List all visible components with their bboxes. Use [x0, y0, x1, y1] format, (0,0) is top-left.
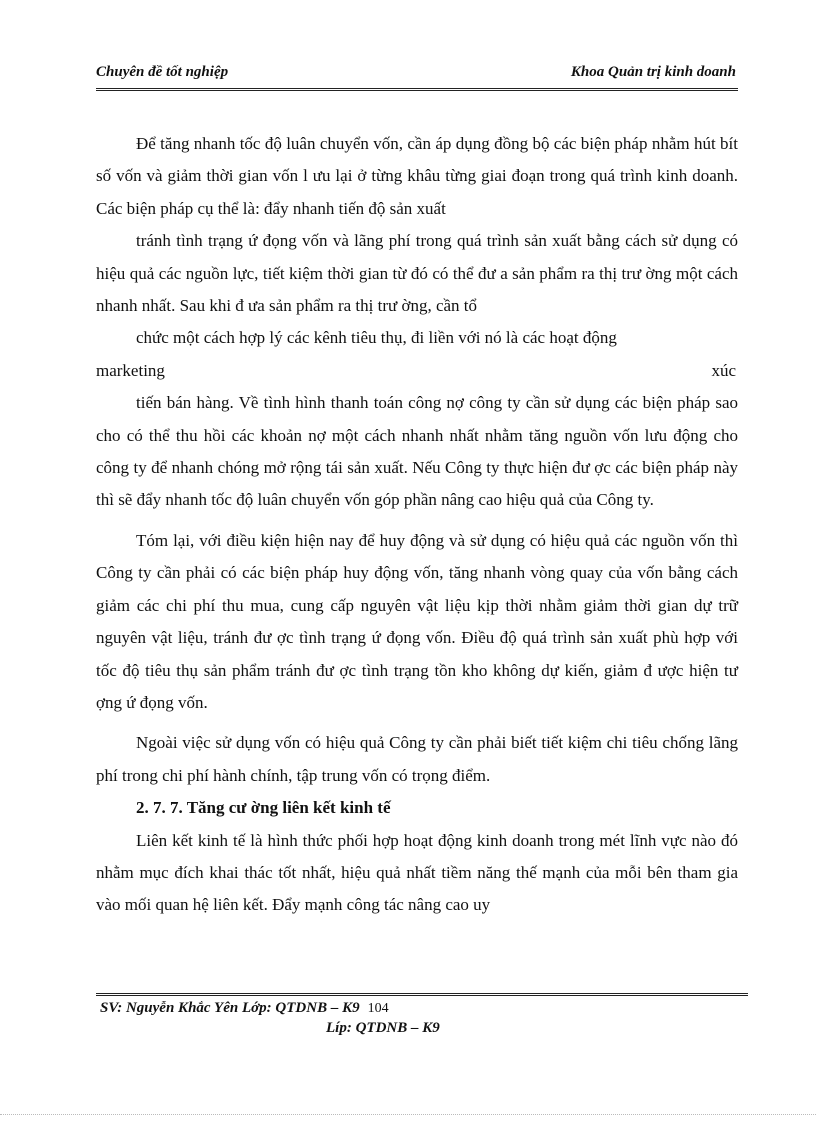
- document-body: [96, 128, 738, 922]
- word-xuc: xúc: [711, 360, 736, 380]
- section-heading: 2. 7. 7. Tăng cư ờng liên kết kinh tế: [136, 798, 391, 818]
- paragraph-5: Tóm lại, với điều kiện hiện nay để huy động và sử dụng có hiệu quả các nguồn vốn thì Công ty cần phải có các biện pháp huy động vốn, tăng nhanh vòng quay của vốn bằng cách giảm các chi phí thu mua, cung cấp nguyên vật liệu kịp thời nhằm giảm thời gian dự trữ nguyên vật liệu, tránh đư ợc tình trạng ứ đọng vốn. Điều độ quá trình sản xuất phù hợp với tốc độ tiêu thụ sản phẩm tránh đư ợc tình trạng tồn kho không dự kiến, giảm đ ược hiện tư ợng ứ đọng vốn.: [96, 530, 738, 712]
- paragraph-6: Ngoài việc sử dụng vốn có hiệu quả Công ty cần phải biết tiết kiệm chi tiêu chống lãng phí trong chi phí hành chính, tập trung vốn có trọng điểm.: [96, 733, 738, 785]
- paragraph-3-tail: [96, 355, 738, 387]
- page-header: [96, 62, 736, 84]
- paragraph-7: Liên kết kinh tế là hình thức phối hợp hoạt động kinh doanh trong mét lĩnh vực nào đó nhằm mục đích khai thác tốt nhất, hiệu quả nhất tiềm năng thế mạnh của mỗi bên tham gia vào mối quan hệ liên kết. Đẩy mạnh công tác nâng cao uy: [96, 830, 738, 915]
- footer-line-1: [100, 1000, 389, 1017]
- footer-line-2: Líp: QTDNB – K9: [326, 1020, 440, 1036]
- header-rule: [96, 88, 738, 91]
- footer-rule: [96, 993, 748, 996]
- footer-student: SV: Nguyễn Khắc Yên Lớp: QTDNB – K9: [100, 1000, 360, 1016]
- header-left-title: Chuyên đề tốt nghiệp: [96, 64, 229, 80]
- word-marketing: marketing: [96, 360, 165, 380]
- header-right-title: Khoa Quản trị kinh doanh: [570, 64, 736, 80]
- page-edge-divider: [0, 1114, 816, 1115]
- paragraph-1: Để tăng nhanh tốc độ luân chuyển vốn, cần áp dụng đồng bộ các biện pháp nhằm hút bít số vốn và giảm thời gian vốn l ưu lại ở từng khâu từng giai đoạn trong quá trình kinh doanh. Các biện pháp cụ thể là: đẩy nhanh tiến độ sản xuất: [96, 134, 738, 218]
- page-number: 104: [367, 1001, 389, 1016]
- paragraph-2: tránh tình trạng ứ đọng vốn và lãng phí trong quá trình sản xuất bằng cách sử dụng có hiệu quả các nguồn lực, tiết kiệm thời gian từ đó có thể đư a sản phẩm ra thị trư ờng một cách nhanh nhất. Sau khi đ ưa sản phẩm ra thị trư ờng, cần tổ: [96, 231, 738, 316]
- paragraph-4: tiến bán hàng. Về tình hình thanh toán công nợ công ty cần sử dụng các biện pháp sao cho có thể thu hồi các khoản nợ một cách nhanh nhất nhằm tăng nguồn vốn lưu động cho công ty để nhanh chóng mở rộng tái sản xuất. Nếu Công ty thực hiện đư ợc các biện pháp này thì sẽ đẩy nhanh tốc độ luân chuyển vốn góp phần nâng cao hiệu quả của Công ty.: [96, 393, 738, 510]
- paragraph-3: chức một cách hợp lý các kênh tiêu thụ, đi liền với nó là các hoạt động: [136, 328, 617, 348]
